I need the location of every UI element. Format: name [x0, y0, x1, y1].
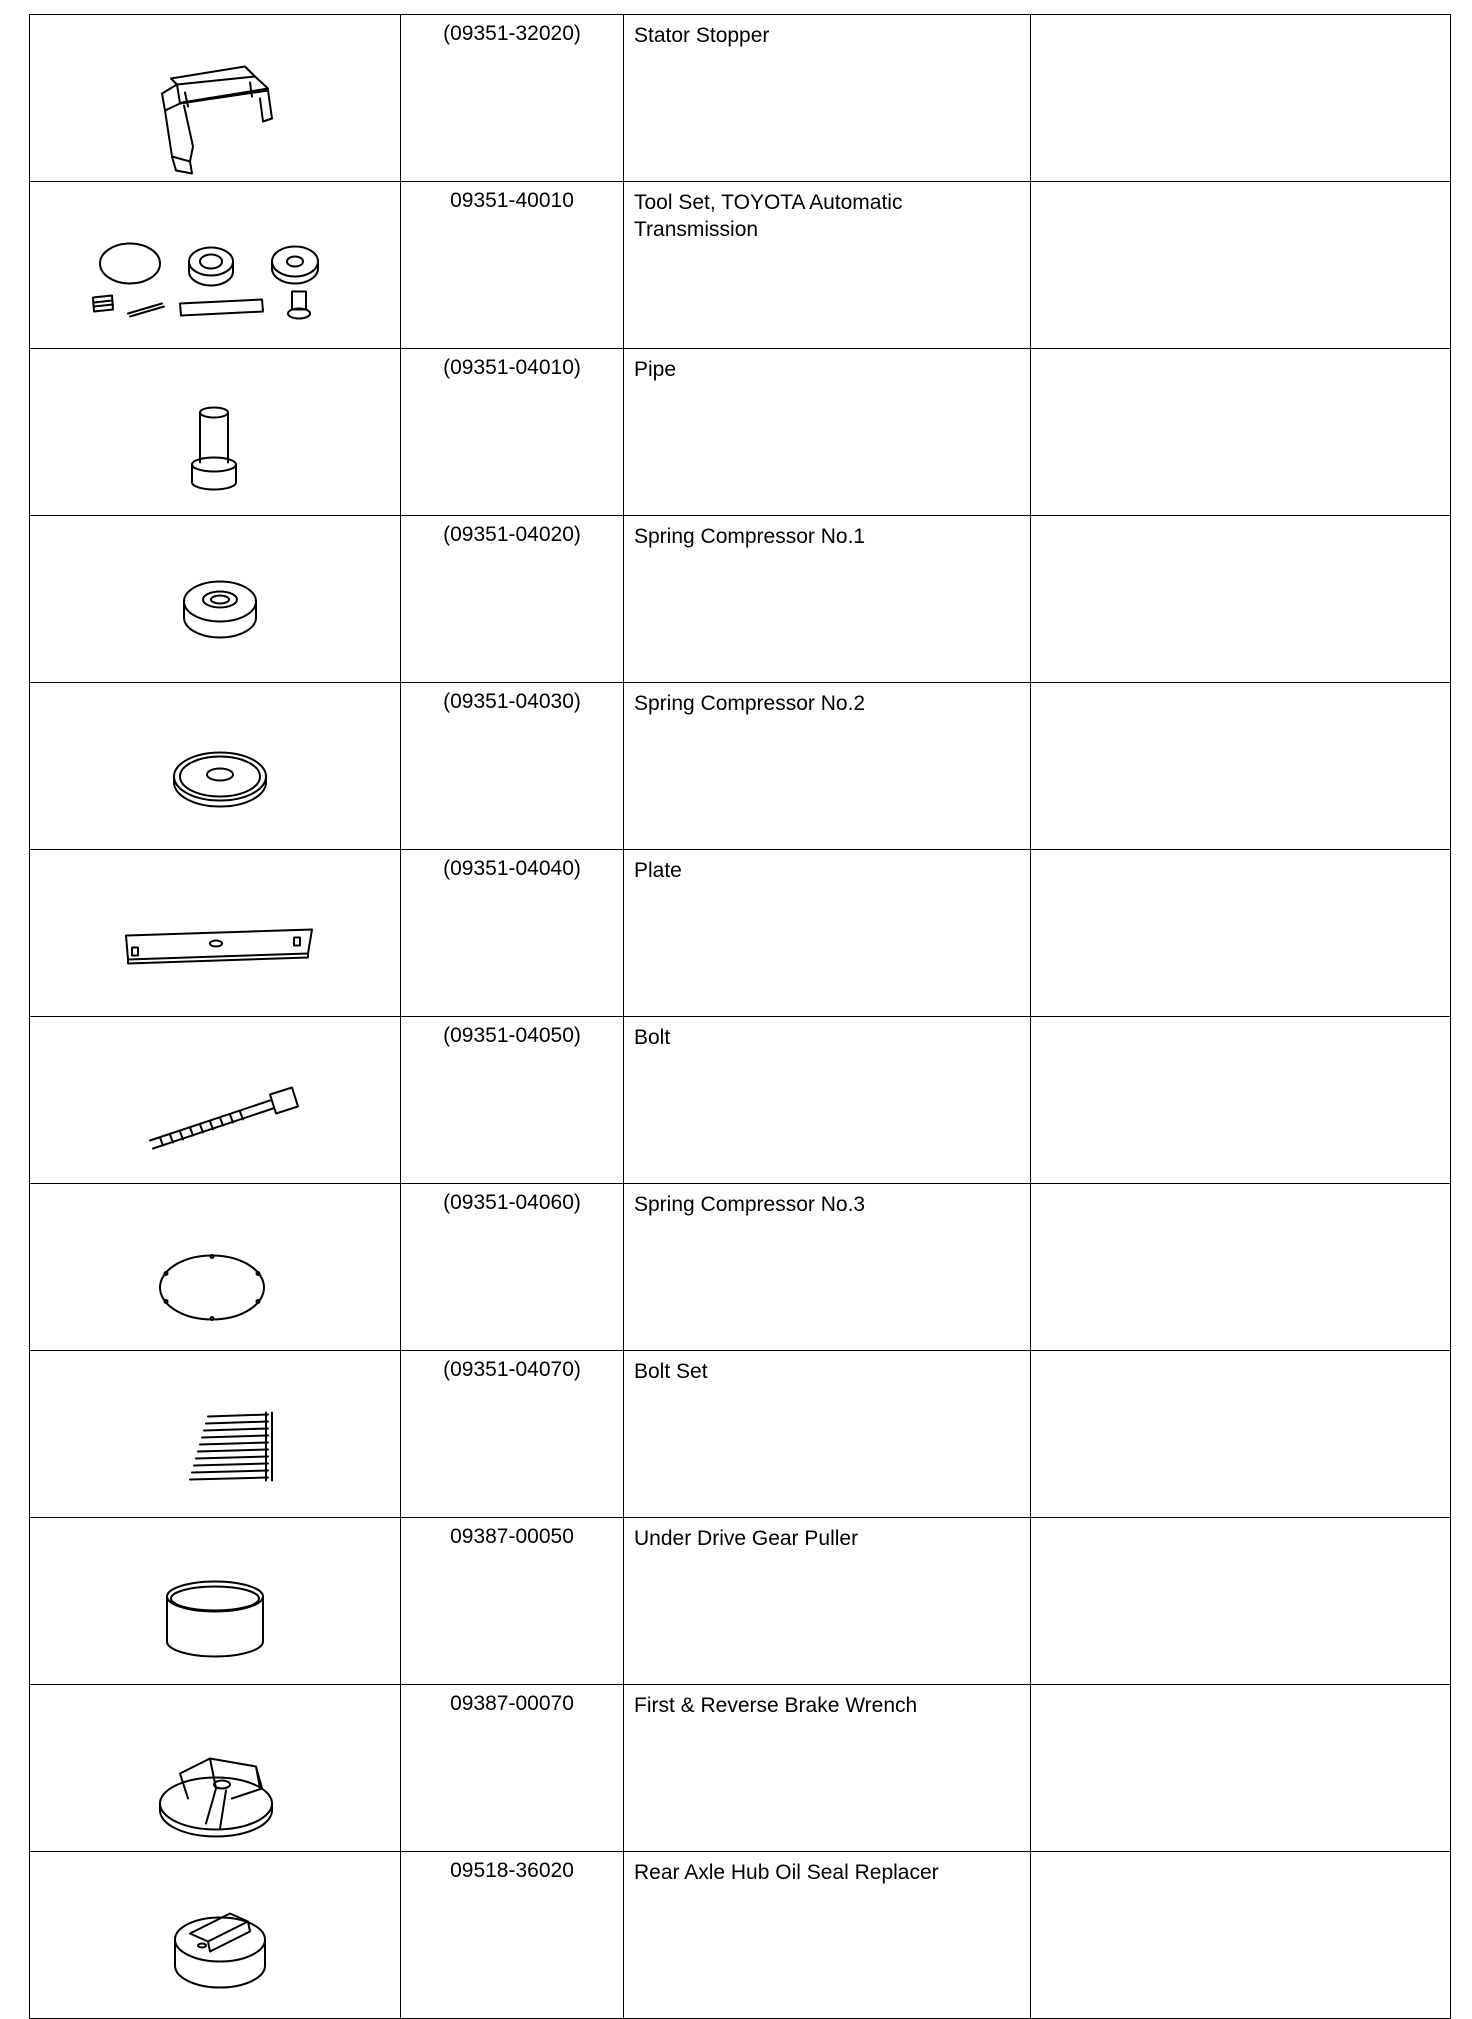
tool-name: Bolt Set	[624, 1351, 1031, 1518]
tool-illustration-cell	[30, 1852, 401, 2019]
tool-note	[1031, 349, 1451, 516]
table-row	[30, 182, 1451, 349]
tool-part-number: (09351-04030)	[401, 683, 624, 850]
tool-part-number: 09387-00050	[401, 1518, 624, 1685]
table-row	[30, 349, 1451, 516]
table-row	[30, 1852, 1451, 2019]
tool-part-number: (09351-04070)	[401, 1351, 624, 1518]
bolt-set-icon	[30, 1351, 400, 1517]
table-row	[30, 1351, 1451, 1518]
spring-compressor-1-icon	[30, 516, 400, 682]
special-service-tools-table	[29, 14, 1451, 2019]
spring-compressor-2-icon	[30, 683, 400, 849]
tool-name: First & Reverse Brake Wrench	[624, 1685, 1031, 1852]
tool-illustration-cell	[30, 1351, 401, 1518]
tool-illustration-cell	[30, 1184, 401, 1351]
bolt-icon	[30, 1017, 400, 1183]
table-row	[30, 516, 1451, 683]
tool-part-number: (09351-04050)	[401, 1017, 624, 1184]
tool-illustration-cell	[30, 182, 401, 349]
tool-illustration-cell	[30, 683, 401, 850]
tool-name: Plate	[624, 850, 1031, 1017]
tool-note	[1031, 516, 1451, 683]
tool-note	[1031, 1017, 1451, 1184]
oil-seal-replacer-icon	[30, 1852, 400, 2018]
pipe-icon	[30, 349, 400, 515]
tool-part-number: 09351-40010	[401, 182, 624, 349]
tool-name: Under Drive Gear Puller	[624, 1518, 1031, 1685]
brake-wrench-icon	[30, 1685, 400, 1851]
tool-name: Spring Compressor No.1	[624, 516, 1031, 683]
tool-part-number: 09518-36020	[401, 1852, 624, 2019]
plate-icon	[30, 850, 400, 1016]
tool-note	[1031, 1184, 1451, 1351]
tool-illustration-cell	[30, 1518, 401, 1685]
spring-compressor-3-icon	[30, 1184, 400, 1350]
table-row	[30, 15, 1451, 182]
tool-name: Pipe	[624, 349, 1031, 516]
stator-stopper-icon	[30, 15, 400, 181]
gear-puller-icon	[30, 1518, 400, 1684]
tool-name: Bolt	[624, 1017, 1031, 1184]
tool-note	[1031, 182, 1451, 349]
table-row	[30, 1017, 1451, 1184]
tool-part-number: (09351-32020)	[401, 15, 624, 182]
tool-name: Tool Set, TOYOTA Automatic Transmission	[624, 182, 1031, 349]
tool-note	[1031, 1351, 1451, 1518]
tool-part-number: (09351-04060)	[401, 1184, 624, 1351]
tool-illustration-cell	[30, 15, 401, 182]
table-row	[30, 1184, 1451, 1351]
tool-illustration-cell	[30, 1017, 401, 1184]
tool-name: Spring Compressor No.2	[624, 683, 1031, 850]
table-row	[30, 1518, 1451, 1685]
tool-note	[1031, 15, 1451, 182]
tool-part-number: (09351-04010)	[401, 349, 624, 516]
tool-part-number: 09387-00070	[401, 1685, 624, 1852]
tool-note	[1031, 683, 1451, 850]
table-row	[30, 683, 1451, 850]
tool-illustration-cell	[30, 349, 401, 516]
tool-note	[1031, 1685, 1451, 1852]
tool-set-icon	[30, 182, 400, 348]
tool-illustration-cell	[30, 850, 401, 1017]
tool-note	[1031, 1852, 1451, 2019]
tool-illustration-cell	[30, 516, 401, 683]
tool-name: Spring Compressor No.3	[624, 1184, 1031, 1351]
table-row	[30, 850, 1451, 1017]
tool-name: Rear Axle Hub Oil Seal Replacer	[624, 1852, 1031, 2019]
tool-name: Stator Stopper	[624, 15, 1031, 182]
tool-illustration-cell	[30, 1685, 401, 1852]
tool-note	[1031, 850, 1451, 1017]
tool-part-number: (09351-04040)	[401, 850, 624, 1017]
tool-part-number: (09351-04020)	[401, 516, 624, 683]
table-row	[30, 1685, 1451, 1852]
tool-note	[1031, 1518, 1451, 1685]
